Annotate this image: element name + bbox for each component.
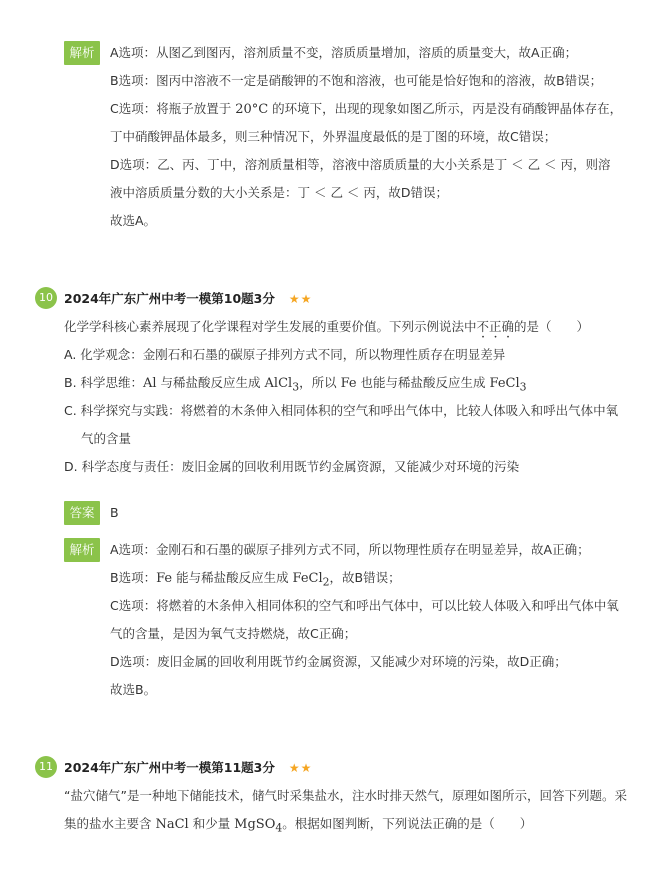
formula-fe: Fe xyxy=(340,376,357,391)
text: B. 科学思维： xyxy=(64,375,144,390)
difficulty-stars: ★★ xyxy=(288,292,313,306)
formula-subscript: 2 xyxy=(322,575,330,589)
analysis-label: 解析 xyxy=(64,538,100,562)
option-c-line1: C. 科学探究与实践：将燃着的木条伸入相同体积的空气和呼出气体中，比较人体吸入和呼出气体中氧 xyxy=(64,403,619,418)
answer-label: 答案 xyxy=(64,501,100,525)
analysis-label: 解析 xyxy=(64,41,100,65)
question-number-badge: 11 xyxy=(35,756,57,778)
formula-fe: Fe xyxy=(156,571,173,586)
formula-base: FeCl xyxy=(489,376,520,391)
formula-base: AlCl xyxy=(264,376,293,391)
analysis-conclusion: 故选A。 xyxy=(110,213,157,228)
text: 的环境下，出现的现象如图乙所示，丙是没有硝酸钾晶体存在， xyxy=(268,101,623,116)
formula-fecl2 xyxy=(292,571,330,589)
question-stem xyxy=(64,317,589,341)
formula-subscript: 3 xyxy=(292,380,300,394)
text: C选项：将瓶子放置于 xyxy=(110,101,236,116)
text: 能与稀盐酸反应生成 xyxy=(172,570,293,585)
option-b xyxy=(64,373,527,398)
text: 。根据如图判断，下列说法正确的是（ ） xyxy=(282,816,533,831)
question-stem-line2 xyxy=(64,814,532,839)
text: ，故B错误； xyxy=(329,570,401,585)
option-a: A. 化学观念：金刚石和石墨的碳原子排列方式不同，所以物理性质存在明显差异 xyxy=(64,347,506,362)
formula-subscript: 4 xyxy=(275,821,283,835)
question-title xyxy=(64,289,312,309)
analysis-option-c-line1: C选项：将燃着的木条伸入相同体积的空气和呼出气体中，可以比较人体吸入和呼出气体中氧 xyxy=(110,598,619,613)
analysis-option-d-line1: D选项：乙、丙、丁中，溶剂质量相等，溶液中溶质质量的大小关系是丁 ＜ 乙 ＜ 丙，则溶 xyxy=(110,157,611,172)
question-stem-line1: “盐穴储气”是一种地下储能技术，储气时采集盐水，注水时排天然气，原理如图所示，回答下列题。采 xyxy=(64,788,627,803)
formula-base: FeCl xyxy=(292,571,323,586)
text: 化学学科核心素养展现了化学课程对学生发展的重要价值。下列示例说法中 xyxy=(64,319,477,334)
formula-mgso4 xyxy=(234,817,283,835)
analysis-option-c-line2: 气的含量，是因为氧气支持燃烧，故C正确； xyxy=(110,626,357,641)
option-c-line2: 气的含量 xyxy=(81,431,132,446)
formula-alcl3 xyxy=(264,376,300,394)
emphasized-text: 不正确 xyxy=(476,319,515,334)
formula-base: MgSO xyxy=(234,817,276,832)
formula-fecl3 xyxy=(489,376,527,394)
analysis-option-b: B选项：图丙中溶液不一定是硝酸钾的不饱和溶液，也可能是恰好饱和的溶液，故B错误； xyxy=(110,73,603,88)
formula-al: Al xyxy=(143,376,157,391)
text: ，所以 xyxy=(299,375,341,390)
text: 也能与稀盐酸反应生成 xyxy=(356,375,490,390)
question-title xyxy=(64,758,312,778)
text: 与稀盐酸反应生成 xyxy=(156,375,265,390)
text: B选项： xyxy=(110,570,157,585)
analysis-option-c-line1 xyxy=(110,99,622,120)
text: 的是（ ） xyxy=(514,319,590,334)
analysis-option-c-line2: 丁中硝酸钾晶体最多，则三种情况下，外界温度最低的是丁图的环境，故C错误； xyxy=(110,129,557,144)
formula-subscript: 3 xyxy=(519,380,527,394)
analysis-option-d-line2: 液中溶质质量分数的大小关系是：丁 ＜ 乙 ＜ 丙，故D错误； xyxy=(110,185,449,200)
analysis-option-a: A选项：金刚石和石墨的碳原子排列方式不同，所以物理性质存在明显差异，故A正确； xyxy=(110,542,590,557)
text: 和少量 xyxy=(188,816,235,831)
formula-nacl: NaCl xyxy=(155,817,189,832)
answer-value: B xyxy=(110,505,119,520)
question-number-badge: 10 xyxy=(35,287,57,309)
difficulty-stars: ★★ xyxy=(288,761,313,775)
option-d: D. 科学态度与责任：废旧金属的回收利用既节约金属资源，又能减少对环境的污染 xyxy=(64,459,520,474)
analysis-conclusion: 故选B。 xyxy=(110,682,157,697)
analysis-option-a: A选项：从图乙到图丙，溶剂质量不变，溶质质量增加，溶质的质量变大，故A正确； xyxy=(110,45,578,60)
analysis-option-b xyxy=(110,568,401,593)
question-source: 2024年广东广州中考一模第10题3分 xyxy=(64,291,275,306)
temperature-math: 20°C xyxy=(235,102,269,117)
analysis-option-d: D选项：废旧金属的回收利用既节约金属资源，又能减少对环境的污染，故D正确； xyxy=(110,654,567,669)
text: 集的盐水主要含 xyxy=(64,816,156,831)
question-source: 2024年广东广州中考一模第11题3分 xyxy=(64,760,275,775)
